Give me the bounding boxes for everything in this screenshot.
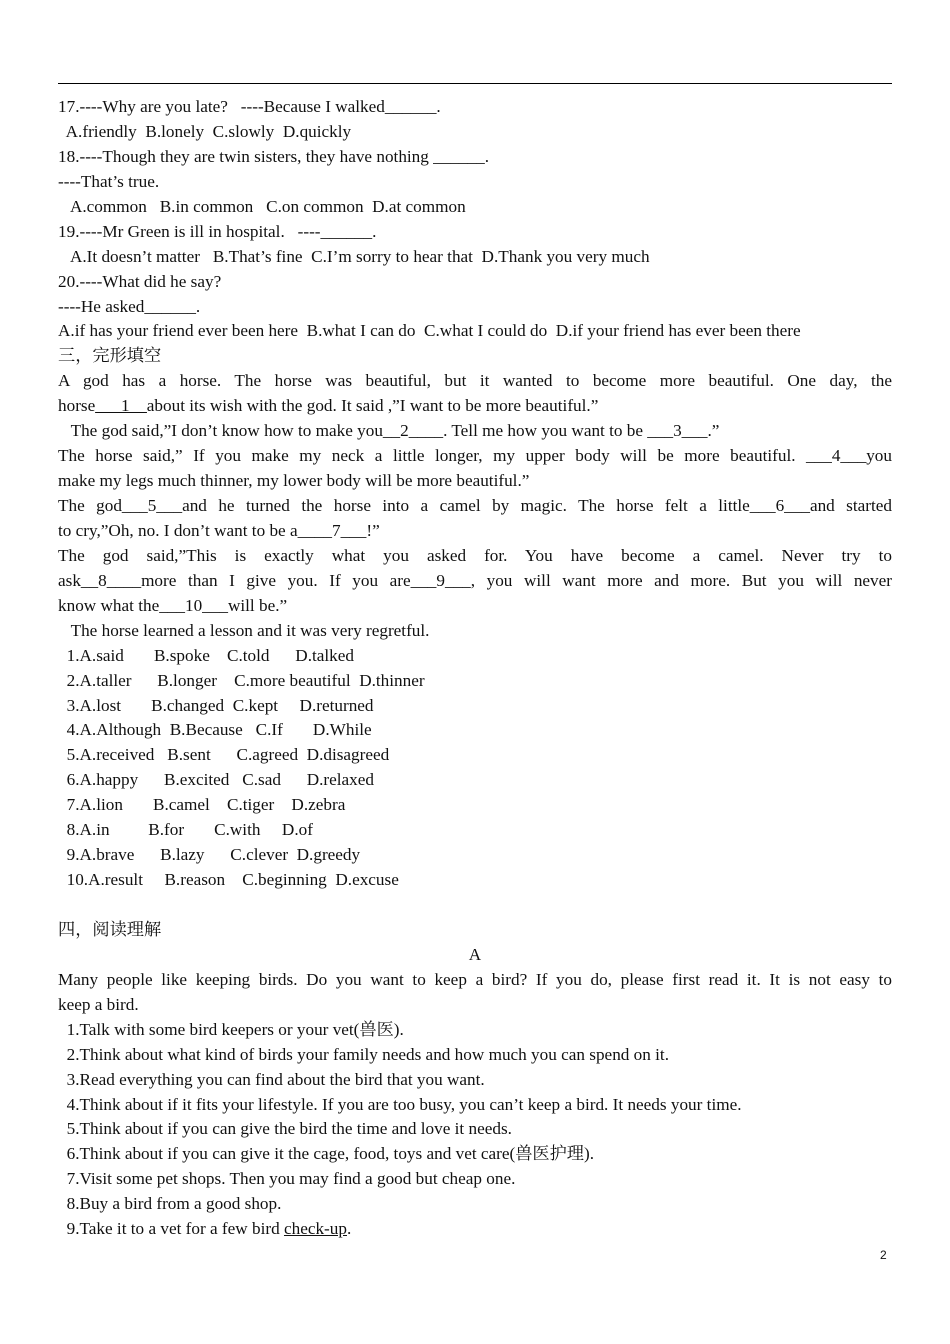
header-rule xyxy=(58,83,892,84)
reading-intro-line-2: keep a bird. xyxy=(58,994,139,1014)
spacer xyxy=(58,893,892,918)
cloze-option-2: 2.A.taller B.longer C.more beautiful D.thinner xyxy=(58,670,425,690)
reading-step-1: 1.Talk with some bird keepers or your vet(兽医). xyxy=(58,1019,404,1039)
reading-intro-line-1: Many people like keeping birds. Do you want to keep a bird? If you do, please first read it. It is not easy to xyxy=(58,969,892,989)
reading-step-3: 3.Read everything you can find about the bird that you want. xyxy=(58,1069,485,1089)
reading-step-7: 7.Visit some pet shops. Then you may find a good but cheap one. xyxy=(58,1169,516,1189)
cloze-option-8: 8.A.in B.for C.with D.of xyxy=(58,820,313,840)
cloze-paragraph-5-line-2: ask__8____more than I give you. If you are___9___, you will want more and more. But you will never xyxy=(58,570,892,590)
cloze-paragraph-1-line-1: A god has a horse. The horse was beautiful, but it wanted to become more beautiful. One day, the xyxy=(58,371,892,391)
cloze-option-7: 7.A.lion B.camel C.tiger D.zebra xyxy=(58,795,346,815)
cloze-text: horse xyxy=(58,396,96,416)
cloze-option-1: 1.A.said B.spoke C.told D.talked xyxy=(58,645,354,665)
cloze-option-4: 4.A.Although B.Because C.If D.While xyxy=(58,720,372,740)
reading-heading: 四，阅读理解 xyxy=(58,919,162,939)
reading-step-9-end: . xyxy=(346,1219,352,1239)
document-page xyxy=(58,95,892,1242)
reading-step-2: 2.Think about what kind of birds your family needs and how much you can spend on it. xyxy=(58,1044,670,1064)
cloze-paragraph-1-line-2 xyxy=(58,394,892,419)
cloze-option-6: 6.A.happy B.excited C.sad D.relaxed xyxy=(58,770,374,790)
question-17-options: A.friendly B.lonely C.slowly D.quickly xyxy=(58,121,352,141)
cloze-paragraph-4-line-1: The god___5___and he turned the horse into a camel by magic. The horse felt a little___6___and started xyxy=(58,496,892,515)
page-number: 2 xyxy=(880,1248,887,1262)
cloze-option-9: 9.A.brave B.lazy C.clever D.greedy xyxy=(58,845,361,865)
cloze-option-3: 3.A.lost B.changed C.kept D.returned xyxy=(58,695,374,715)
cloze-paragraph-3-line-2: make my legs much thinner, my lower body will be more beautiful.” xyxy=(58,471,530,491)
cloze-paragraph-2: The god said,”I don’t know how to make you__2____. Tell me how you want to be ___3___.” xyxy=(58,421,720,441)
question-20: 20.----What did he say? xyxy=(58,271,222,291)
question-20-reply: ----He asked______. xyxy=(58,296,201,316)
cloze-paragraph-5-line-3: know what the___10___will be.” xyxy=(58,595,288,615)
reading-step-5: 5.Think about if you can give the bird the time and love it needs. xyxy=(58,1119,512,1139)
cloze-paragraph-3-line-1: The horse said,” If you make my neck a little longer, my upper body will be more beautiful. ___4___you xyxy=(58,446,892,466)
question-18-options: A.common B.in common C.on common D.at common xyxy=(58,196,466,216)
question-19: 19.----Mr Green is ill in hospital. ----______. xyxy=(58,221,377,241)
cloze-paragraph-6: The horse learned a lesson and it was very regretful. xyxy=(58,620,430,640)
cloze-option-10: 10.A.result B.reason C.beginning D.excuse xyxy=(58,870,399,890)
reading-step-9 xyxy=(58,1217,892,1242)
question-19-options: A.It doesn’t matter B.That’s fine C.I’m sorry to hear that D.Thank you very much xyxy=(58,246,650,266)
question-18-reply: ----That’s true. xyxy=(58,171,160,191)
question-17: 17.----Why are you late? ----Because I walked______. xyxy=(58,97,441,116)
question-18: 18.----Though they are twin sisters, they have nothing ______. xyxy=(58,146,490,166)
cloze-heading: 三，完形填空 xyxy=(58,346,162,366)
reading-step-9-text: 9.Take it to a vet for a few bird xyxy=(58,1219,284,1239)
cloze-paragraph-5-line-1: The god said,”This is exactly what you asked for. You have become a camel. Never try to xyxy=(58,545,892,565)
cloze-blank-1: ___1__ xyxy=(95,396,147,416)
question-20-options: A.if has your friend ever been here B.what I can do C.what I could do D.if your friend has ever been there xyxy=(58,321,801,341)
cloze-paragraph-4-line-2: to cry,”Oh, no. I don’t want to be a____7___!” xyxy=(58,520,380,540)
cloze-option-5: 5.A.received B.sent C.agreed D.disagreed xyxy=(58,745,390,765)
passage-label: A xyxy=(468,944,482,964)
check-up-term: check-up xyxy=(283,1219,347,1239)
reading-step-8: 8.Buy a bird from a good shop. xyxy=(58,1194,282,1214)
reading-step-6: 6.Think about if you can give it the cage, food, toys and vet care(兽医护理). xyxy=(58,1144,595,1164)
reading-step-4: 4.Think about if it fits your lifestyle. If you are too busy, you can’t keep a bird. It needs your time. xyxy=(58,1094,742,1114)
cloze-text: about its wish with the god. It said ,”I want to be more beautiful.” xyxy=(146,396,599,416)
